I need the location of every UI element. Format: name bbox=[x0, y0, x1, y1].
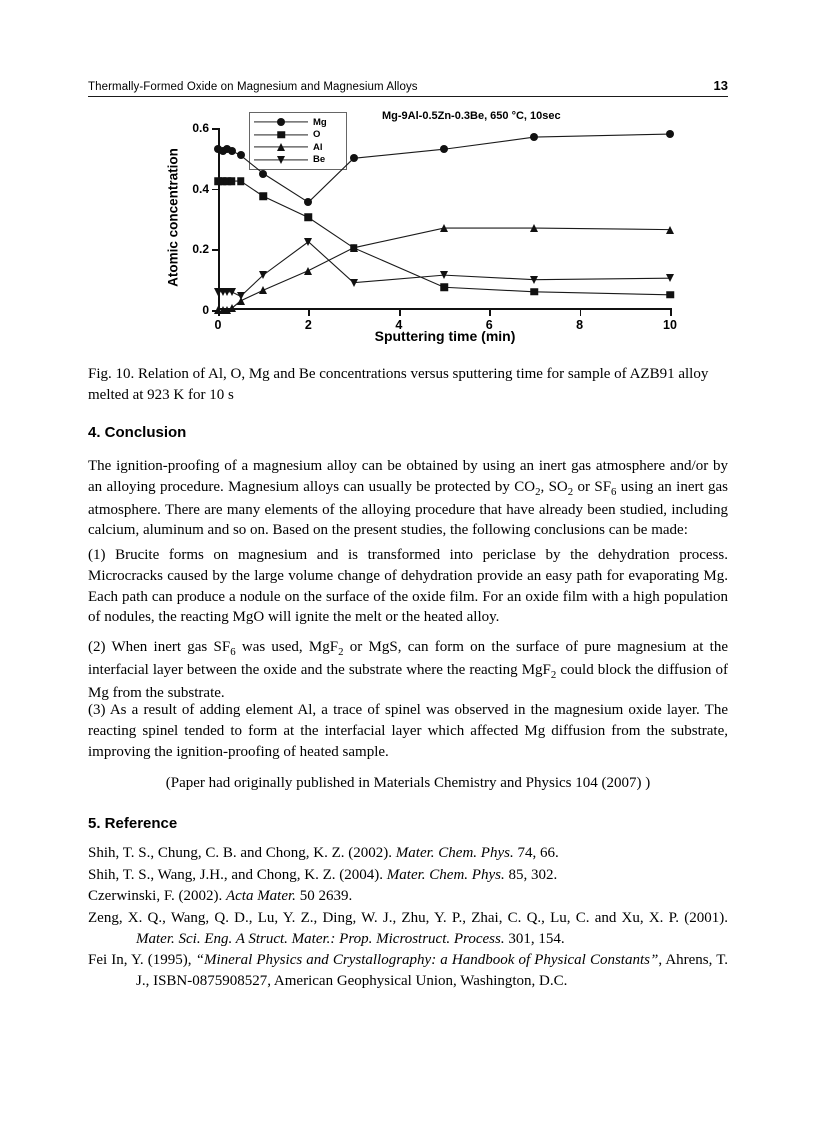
chart-data-point-al bbox=[440, 224, 448, 232]
legend-label: Al bbox=[313, 141, 323, 153]
chart-data-point-o bbox=[237, 177, 245, 185]
chart-data-point-be bbox=[228, 288, 236, 296]
chart-data-point-mg bbox=[228, 147, 236, 155]
chart-x-tick-label: 8 bbox=[576, 318, 584, 332]
chart-x-tick bbox=[670, 310, 672, 316]
chart-data-point-mg bbox=[530, 133, 538, 141]
paragraph-conclusion-3: (3) As a result of adding element Al, a trace of spinel was observed in the magnesium oxide layer. The reacting spinel tended to form at the interfacial layer which affected Mg diffusion from the substrate, improving the ignition-proofing of heated sample. bbox=[88, 702, 728, 760]
legend-item-mg bbox=[254, 116, 342, 129]
chart-x-tick-label: 4 bbox=[395, 318, 403, 332]
chart-y-tick-label: 0.4 bbox=[192, 181, 209, 196]
chart-x-tick bbox=[399, 310, 401, 316]
paragraph-intro: The ignition-proofing of a magnesium alloy can be obtained by using an inert gas atmosphere and/or by an alloying procedure. Magnesium alloys can usually be protected by $CO_2$, $SO_2$ or $SF_6$ using an inert gas atmosphere. There are many elements of the alloying procedure that have already been studied, including calcium, aluminum and so on. Based on the present studies, the following conclusions can be made: bbox=[88, 458, 728, 539]
page-number: 13 bbox=[713, 78, 728, 93]
chart-data-point-al bbox=[228, 304, 236, 312]
paragraph-conclusion-2: (2) When inert gas $SF_6$ was used, MgF$_2$ or MgS, can form on the surface of pure magnesium at the interfacial layer between the oxide and the substrate where the reacting MgF$_2$ could block the diffusion of Mg from the substrate. bbox=[88, 639, 728, 701]
reference-item: Shih, T. S., Wang, J.H., and Chong, K. Z. (2004). Mater. Chem. Phys. 85, 302. bbox=[88, 866, 558, 883]
chart-data-point-be bbox=[440, 271, 448, 279]
chart-data-point-be bbox=[237, 292, 245, 300]
reference-item: Shih, T. S., Chung, C. B. and Chong, K. Z. (2002). Mater. Chem. Phys. 74, 66. bbox=[88, 845, 559, 861]
chart-x-axis-label: Sputtering time (min) bbox=[374, 328, 516, 344]
chart-x-tick bbox=[308, 310, 310, 316]
chart-x-tick-label: 2 bbox=[304, 318, 312, 332]
chart-x-tick-label: 6 bbox=[485, 318, 493, 332]
chart-data-point-al bbox=[350, 244, 358, 252]
header-divider bbox=[88, 96, 728, 97]
reference-list bbox=[88, 843, 728, 993]
chart-data-point-mg bbox=[259, 170, 267, 178]
chart-data-point-mg bbox=[666, 130, 674, 138]
reference-item: Fei In, Y. (1995), “Mineral Physics and Crystallography: a Handbook of Physical Constants”, Ahrens, T. J., ISBN-0875908527, American Geophysical Union, Washington, D.C. bbox=[88, 952, 729, 989]
chart-y-tick-label: 0.6 bbox=[192, 121, 209, 135]
chart-data-point-o bbox=[440, 284, 448, 292]
running-header bbox=[88, 78, 728, 93]
chart-data-point-be bbox=[530, 276, 538, 284]
chart-data-point-al bbox=[666, 226, 674, 234]
legend-label: O bbox=[313, 129, 321, 141]
chart-data-point-be bbox=[259, 271, 267, 279]
figure-10 bbox=[150, 106, 720, 356]
chart-x-tick-label: 10 bbox=[663, 318, 677, 332]
header-title: Thermally-Formed Oxide on Magnesium and Magnesium Alloys bbox=[88, 81, 418, 93]
chart-x-tick bbox=[489, 310, 491, 316]
reference-item: Zeng, X. Q., Wang, Q. D., Lu, Y. Z., Ding, W. J., Zhu, Y. P., Zhai, C. Q., Lu, C. and Xu, X. P. (2001). Mater. Sci. Eng. A Struct. Mater.: Prop. Microstruct. Process. 301, 154. bbox=[88, 909, 728, 947]
publication-note: (Paper had originally published in Materials Chemistry and Physics 104 (2007) ) bbox=[165, 775, 651, 791]
chart-data-point-o bbox=[305, 214, 313, 222]
legend-label: Mg bbox=[313, 116, 327, 128]
chart-data-point-mg bbox=[350, 154, 358, 162]
chart-data-point-al bbox=[530, 224, 538, 232]
chart-data-point-be bbox=[304, 238, 312, 246]
chart-data-point-al bbox=[259, 286, 267, 294]
chart-data-point-o bbox=[259, 193, 267, 201]
chart-data-point-o bbox=[531, 288, 539, 296]
chart-data-point-mg bbox=[440, 145, 448, 153]
chart-data-point-mg bbox=[304, 198, 312, 206]
legend-label: Be bbox=[313, 154, 326, 166]
reference-item: Czerwinski, F. (2002). Acta Mater. 50 2639. bbox=[88, 888, 353, 904]
heading-conclusion: 4. Conclusion bbox=[88, 424, 187, 441]
heading-reference: 5. Reference bbox=[88, 815, 178, 832]
chart-y-axis-label: Atomic concentration bbox=[165, 148, 181, 287]
document-page bbox=[88, 0, 728, 1123]
chart-data-point-o bbox=[228, 177, 236, 185]
chart-y-tick-label: 0.2 bbox=[192, 242, 209, 257]
chart-x-tick bbox=[580, 310, 582, 316]
chart-y-tick-label: 0 bbox=[202, 303, 209, 317]
chart-atomic-concentration bbox=[150, 106, 720, 356]
figure-caption: Fig. 10. Relation of Al, O, Mg and Be concentrations versus sputtering time for sample of AZB91 alloy melted at 923 K for 10 s bbox=[88, 366, 709, 403]
chart-data-point-mg bbox=[237, 151, 245, 159]
chart-annotation: Mg-9Al-0.5Zn-0.3Be, 650 °C, 10sec bbox=[382, 110, 561, 122]
legend-marker-circle-icon bbox=[254, 116, 308, 128]
chart-data-point-be bbox=[666, 274, 674, 282]
chart-data-point-o bbox=[666, 291, 674, 299]
chart-data-point-be bbox=[350, 279, 358, 287]
paragraph-conclusion-1: (1) Brucite forms on magnesium and is transformed into periclase by the dehydration process. Microcracks caused by the large volume change of dehydration provide an easy path for evaporating Mg. Each path can produce a nodule on the surface of the oxide film. For an oxide film with a high population of nodules, the reacting MgO will ignite the melt or the heated alloy. bbox=[88, 547, 728, 626]
chart-x-tick-label: 0 bbox=[214, 318, 222, 332]
chart-data-point-al bbox=[304, 267, 312, 275]
